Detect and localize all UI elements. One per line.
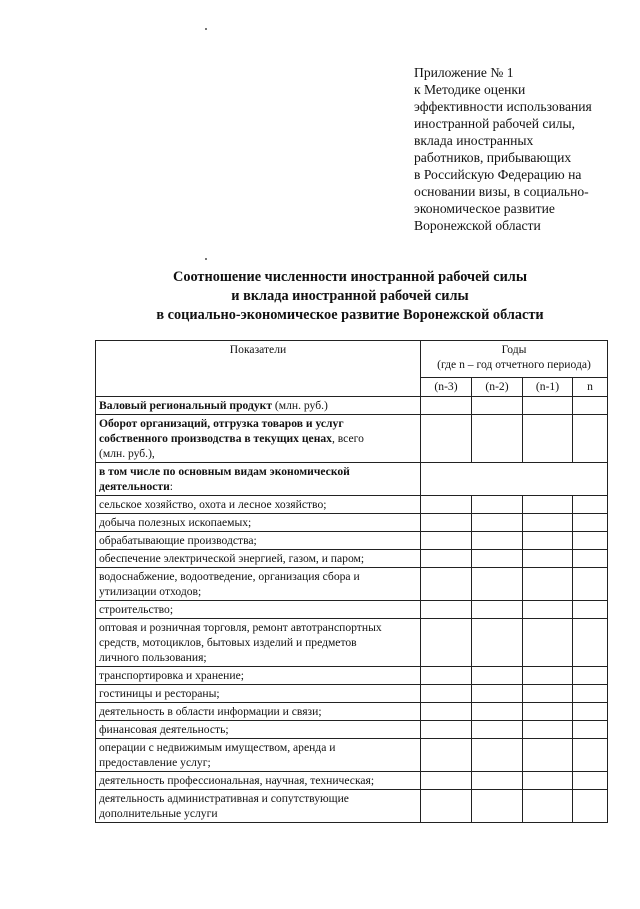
value-cell (421, 685, 472, 703)
indicator-text: обеспечение электрической энергией, газом, и паром; (99, 552, 365, 565)
table-row (96, 514, 608, 532)
appendix-note (414, 64, 634, 234)
value-cell (523, 514, 573, 532)
indicator-cell (96, 397, 421, 415)
value-cell (523, 601, 573, 619)
value-cell (472, 568, 523, 601)
indicator-bold-text: собственного производства в текущих ценах (99, 432, 332, 445)
table-row (96, 619, 608, 667)
indicator-text: оптовая и розничная торговля, ремонт автотранспортных (99, 621, 382, 634)
indicator-line (99, 722, 417, 737)
indicator-line (99, 755, 417, 770)
value-cell (472, 532, 523, 550)
value-cell (573, 415, 608, 463)
indicator-cell (96, 739, 421, 772)
indicator-cell (96, 667, 421, 685)
appendix-line: к Методике оценки (414, 82, 526, 97)
value-cell (421, 619, 472, 667)
indicator-cell (96, 619, 421, 667)
indicator-line (99, 431, 417, 446)
value-cell (523, 619, 573, 667)
value-cell (523, 397, 573, 415)
value-cell (573, 667, 608, 685)
indicator-cell (96, 601, 421, 619)
table-row (96, 568, 608, 601)
indicator-cell (96, 415, 421, 463)
period-header: (n-3) (421, 378, 472, 397)
value-cell (523, 667, 573, 685)
indicator-cell (96, 790, 421, 823)
value-cell (523, 415, 573, 463)
indicator-cell (96, 550, 421, 568)
indicator-bold-text: в том числе по основным видам экономической (99, 465, 350, 478)
table-row (96, 790, 608, 823)
indicator-text: деятельность профессиональная, научная, техническая; (99, 774, 375, 787)
indicator-line (99, 704, 417, 719)
indicator-text: утилизации отходов; (99, 585, 202, 598)
indicator-cell (96, 568, 421, 601)
value-cell (421, 415, 472, 463)
indicator-line (99, 416, 417, 431)
value-cell (523, 685, 573, 703)
value-cell (573, 568, 608, 601)
value-cell (523, 772, 573, 790)
indicator-line (99, 497, 417, 512)
indicator-line (99, 569, 417, 584)
title-line: и вклада иностранной рабочей силы (231, 288, 469, 304)
value-cell (573, 703, 608, 721)
value-cell (472, 667, 523, 685)
value-cell (421, 496, 472, 514)
value-cell (573, 550, 608, 568)
indicator-line (99, 740, 417, 755)
appendix-line: эффективности использования (414, 99, 592, 114)
table-row (96, 739, 608, 772)
appendix-line: вклада иностранных (414, 133, 534, 148)
value-cell (523, 496, 573, 514)
indicator-text: операции с недвижимым имуществом, аренда и (99, 741, 336, 754)
value-cell (421, 790, 472, 823)
table-row (96, 415, 608, 463)
indicator-cell (96, 514, 421, 532)
value-cell (421, 601, 472, 619)
indicator-cell (96, 463, 421, 496)
indicator-bold-text: деятельности (99, 480, 170, 493)
title-line: Соотношение численности иностранной рабочей силы (173, 269, 527, 285)
indicator-text: добыча полезных ископаемых; (99, 516, 252, 529)
indicator-header: Показатели (96, 341, 421, 397)
indicator-text: обрабатывающие производства; (99, 534, 257, 547)
indicator-cell (96, 496, 421, 514)
value-cell (421, 532, 472, 550)
indicator-text: личного пользования; (99, 651, 207, 664)
indicator-line (99, 773, 417, 788)
table-row (96, 721, 608, 739)
indicator-text: дополнительные услуги (99, 807, 218, 820)
indicator-text: : (169, 480, 173, 493)
indicator-text: деятельность в области информации и связи; (99, 705, 322, 718)
indicator-line (99, 398, 417, 413)
value-cell (472, 496, 523, 514)
value-cell (472, 739, 523, 772)
indicator-line (99, 635, 417, 650)
value-cell (573, 619, 608, 667)
scan-speck (205, 258, 207, 260)
table-row (96, 397, 608, 415)
indicator-cell (96, 532, 421, 550)
value-cell (573, 772, 608, 790)
value-cell (523, 550, 573, 568)
value-cell (523, 721, 573, 739)
value-cell (421, 550, 472, 568)
indicator-bold-text: Оборот организаций, отгрузка товаров и услуг (99, 417, 344, 430)
indicator-bold-text: Валовый региональный продукт (99, 399, 273, 412)
indicator-text: (млн. руб.), (99, 447, 155, 460)
indicator-cell (96, 703, 421, 721)
indicator-line (99, 515, 417, 530)
table-row (96, 463, 608, 496)
value-cell (472, 721, 523, 739)
indicator-cell (96, 772, 421, 790)
indicator-line (99, 602, 417, 617)
indicator-text: деятельность административная и сопутствующие (99, 792, 349, 805)
value-cell (523, 703, 573, 721)
value-cell (573, 739, 608, 772)
table-row (96, 685, 608, 703)
indicator-line (99, 686, 417, 701)
indicator-line (99, 464, 417, 479)
scan-speck (205, 28, 207, 30)
value-cell (573, 721, 608, 739)
value-cell (523, 739, 573, 772)
indicator-line (99, 668, 417, 683)
appendix-line: Воронежской области (414, 218, 541, 233)
years-label: Годы (501, 343, 527, 356)
value-cell (523, 532, 573, 550)
value-cell (472, 415, 523, 463)
indicator-cell (96, 685, 421, 703)
table-row (96, 550, 608, 568)
value-cell (573, 790, 608, 823)
table-row (96, 532, 608, 550)
value-cell (421, 703, 472, 721)
table-row (96, 667, 608, 685)
appendix-line: основании визы, в социально- (414, 184, 589, 199)
indicator-line (99, 620, 417, 635)
indicators-table (95, 340, 608, 823)
appendix-line: Приложение № 1 (414, 65, 514, 80)
value-cell (472, 703, 523, 721)
indicator-line (99, 551, 417, 566)
value-cell (573, 532, 608, 550)
value-cell (573, 601, 608, 619)
value-cell-merged (421, 463, 608, 496)
appendix-line: иностранной рабочей силы, (414, 116, 576, 131)
indicator-text: (млн. руб.) (272, 399, 328, 412)
value-cell (421, 667, 472, 685)
indicator-line (99, 479, 417, 494)
indicator-text: транспортировка и хранение; (99, 669, 244, 682)
value-cell (421, 772, 472, 790)
indicator-text: средств, мотоциклов, бытовых изделий и предметов (99, 636, 357, 649)
table-row (96, 703, 608, 721)
period-header: (n-2) (472, 378, 523, 397)
value-cell (573, 685, 608, 703)
period-header: n (573, 378, 608, 397)
indicator-text: предоставление услуг; (99, 756, 211, 769)
value-cell (472, 685, 523, 703)
indicator-text: гостиницы и рестораны; (99, 687, 220, 700)
indicator-text: , всего (331, 432, 364, 445)
value-cell (472, 772, 523, 790)
value-cell (472, 514, 523, 532)
appendix-line: экономическое развитие (414, 201, 555, 216)
indicator-line (99, 446, 417, 461)
indicator-text: водоснабжение, водоотведение, организация сбора и (99, 570, 360, 583)
value-cell (472, 790, 523, 823)
value-cell (421, 739, 472, 772)
value-cell (421, 397, 472, 415)
years-header (421, 341, 608, 378)
years-note: (где n – год отчетного периода) (437, 358, 591, 371)
value-cell (573, 514, 608, 532)
appendix-line: в Российскую Федерацию на (414, 167, 582, 182)
indicator-cell (96, 721, 421, 739)
value-cell (421, 568, 472, 601)
period-header: (n-1) (523, 378, 573, 397)
indicator-line (99, 584, 417, 599)
indicator-line (99, 533, 417, 548)
value-cell (472, 601, 523, 619)
table-row (96, 772, 608, 790)
value-cell (421, 721, 472, 739)
table-row (96, 496, 608, 514)
indicator-text: финансовая деятельность; (99, 723, 229, 736)
value-cell (573, 496, 608, 514)
value-cell (421, 514, 472, 532)
table-row (96, 601, 608, 619)
value-cell (472, 397, 523, 415)
document-title (60, 268, 640, 325)
indicator-text: строительство; (99, 603, 174, 616)
value-cell (472, 550, 523, 568)
indicator-line (99, 650, 417, 665)
title-line: в социально-экономическое развитие Воронежской области (156, 307, 544, 323)
appendix-line: работников, прибывающих (414, 150, 572, 165)
indicator-line (99, 806, 417, 821)
indicator-text: сельское хозяйство, охота и лесное хозяйство; (99, 498, 327, 511)
value-cell (523, 568, 573, 601)
value-cell (573, 397, 608, 415)
value-cell (472, 619, 523, 667)
indicator-line (99, 791, 417, 806)
value-cell (523, 790, 573, 823)
